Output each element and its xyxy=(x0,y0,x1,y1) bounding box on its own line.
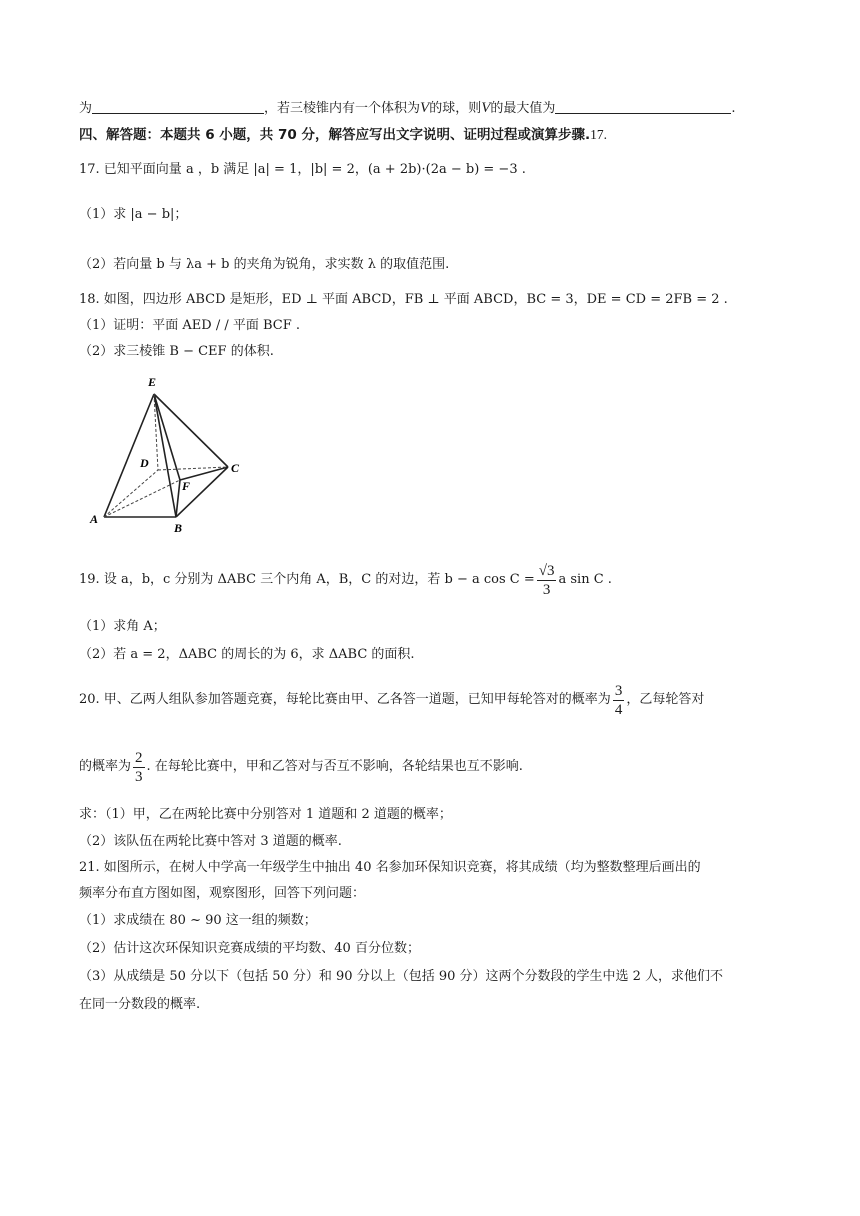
section-tail: 17. xyxy=(590,127,607,142)
q20-line1-text: 20. 甲、乙两人组队参加答题竞赛，每轮比赛由甲、乙各答一道题，已知甲每轮答对的概率为 xyxy=(79,692,611,707)
q19-stem xyxy=(79,560,612,600)
section-header-text: 四、解答题：本题共 6 小题，共 70 分，解答应写出文字说明、证明过程或演算步骤. xyxy=(79,127,591,143)
math-var: V xyxy=(481,100,491,116)
label-E: E xyxy=(148,375,157,389)
text: 的球，则 xyxy=(429,101,482,116)
q20-part2: （2）该队伍在两轮比赛中答对 3 道题的概率. xyxy=(79,834,342,849)
fraction xyxy=(613,682,625,719)
answer-blank xyxy=(555,99,731,114)
q19-stem-a: 19. 设 a，b，c 分别为 ΔABC 三个内角 A，B，C 的对边，若 b − a cos C = xyxy=(79,572,535,587)
q20-line1 xyxy=(79,680,704,720)
edge-BF xyxy=(176,480,180,517)
text: 为 xyxy=(79,101,93,116)
label-D: D xyxy=(140,456,149,470)
q21-line2: 频率分布直方图如图，观察图形，回答下列问题： xyxy=(79,886,366,901)
fraction xyxy=(537,562,557,599)
q21-part2: （2）估计这次环保知识竞赛成绩的平均数、40 百分位数； xyxy=(79,941,420,956)
q20-line2-tail: . 在每轮比赛中，甲和乙答对与否互不影响，各轮结果也互不影响. xyxy=(146,759,523,774)
edge-AD-hidden xyxy=(104,470,158,517)
frac-den: 3 xyxy=(135,768,143,785)
section-header xyxy=(79,125,607,145)
frac-num: 3 xyxy=(614,682,623,699)
q19-part1: （1）求角 A； xyxy=(79,619,166,634)
q20-part1: 求：（1）甲，乙在两轮比赛中分别答对 1 道题和 2 道题的概率； xyxy=(79,807,452,822)
label-A: A xyxy=(90,512,99,526)
text: ，若三棱锥内有一个体积为 xyxy=(264,101,421,116)
q21-part3-cont: 在同一分数段的概率. xyxy=(79,997,201,1012)
label-C: C xyxy=(231,461,240,475)
q21-part3: （3）从成绩是 50 分以下（包括 50 分）和 90 分以上（包括 90 分）这两个分数段的学生中选 2 人，求他们不 xyxy=(79,969,724,984)
label-B: B xyxy=(174,521,183,535)
q18-part2: （2）求三棱锥 B − CEF 的体积. xyxy=(79,344,274,359)
q20-line2-pre: 的概率为 xyxy=(79,759,132,774)
text: . xyxy=(731,101,736,116)
q21-part1: （1）求成绩在 80 ~ 90 这一组的频数； xyxy=(79,913,317,928)
q18-stem: 18. 如图，四边形 ABCD 是矩形，ED ⊥ 平面 ABCD，FB ⊥ 平面 ABCD，BC = 3，DE = CD = 2FB = 2 . xyxy=(79,292,728,307)
frac-num: 2 xyxy=(135,749,143,766)
q19-part2: （2）若 a = 2，ΔABC 的周长的为 6，求 ΔABC 的面积. xyxy=(79,647,415,662)
fraction xyxy=(133,749,145,786)
q20-line1-tail: ，乙每轮答对 xyxy=(626,692,705,707)
fill-blank-line xyxy=(79,98,736,119)
frac-num: √3 xyxy=(538,562,555,579)
q21-line1: 21. 如图所示，在树人中学高一年级学生中抽出 40 名参加环保知识竞赛，将其成绩（均为整数整理后画出的 xyxy=(79,860,701,875)
frac-den: 3 xyxy=(542,581,551,598)
text: 的最大值为 xyxy=(490,101,556,116)
edge-AF-hidden xyxy=(104,480,180,517)
label-F: F xyxy=(182,479,191,493)
math-var: V xyxy=(420,100,430,116)
pyramid-figure xyxy=(88,372,258,538)
q17-part2: （2）若向量 b 与 λa + b 的夹角为锐角，求实数 λ 的取值范围. xyxy=(79,257,450,272)
frac-den: 4 xyxy=(614,701,623,718)
q18-part1: （1）证明：平面 AED / / 平面 BCF . xyxy=(79,318,301,333)
q20-line2 xyxy=(79,747,523,787)
q19-stem-b: a sin C . xyxy=(558,572,612,587)
answer-blank xyxy=(92,99,264,114)
q17-stem: 17. 已知平面向量 a ，b 满足 |a| = 1，|b| = 2，(a + 2b)·(2a − b) = −3 . xyxy=(79,162,526,177)
q17-part1: （1）求 |a − b|； xyxy=(79,207,188,222)
